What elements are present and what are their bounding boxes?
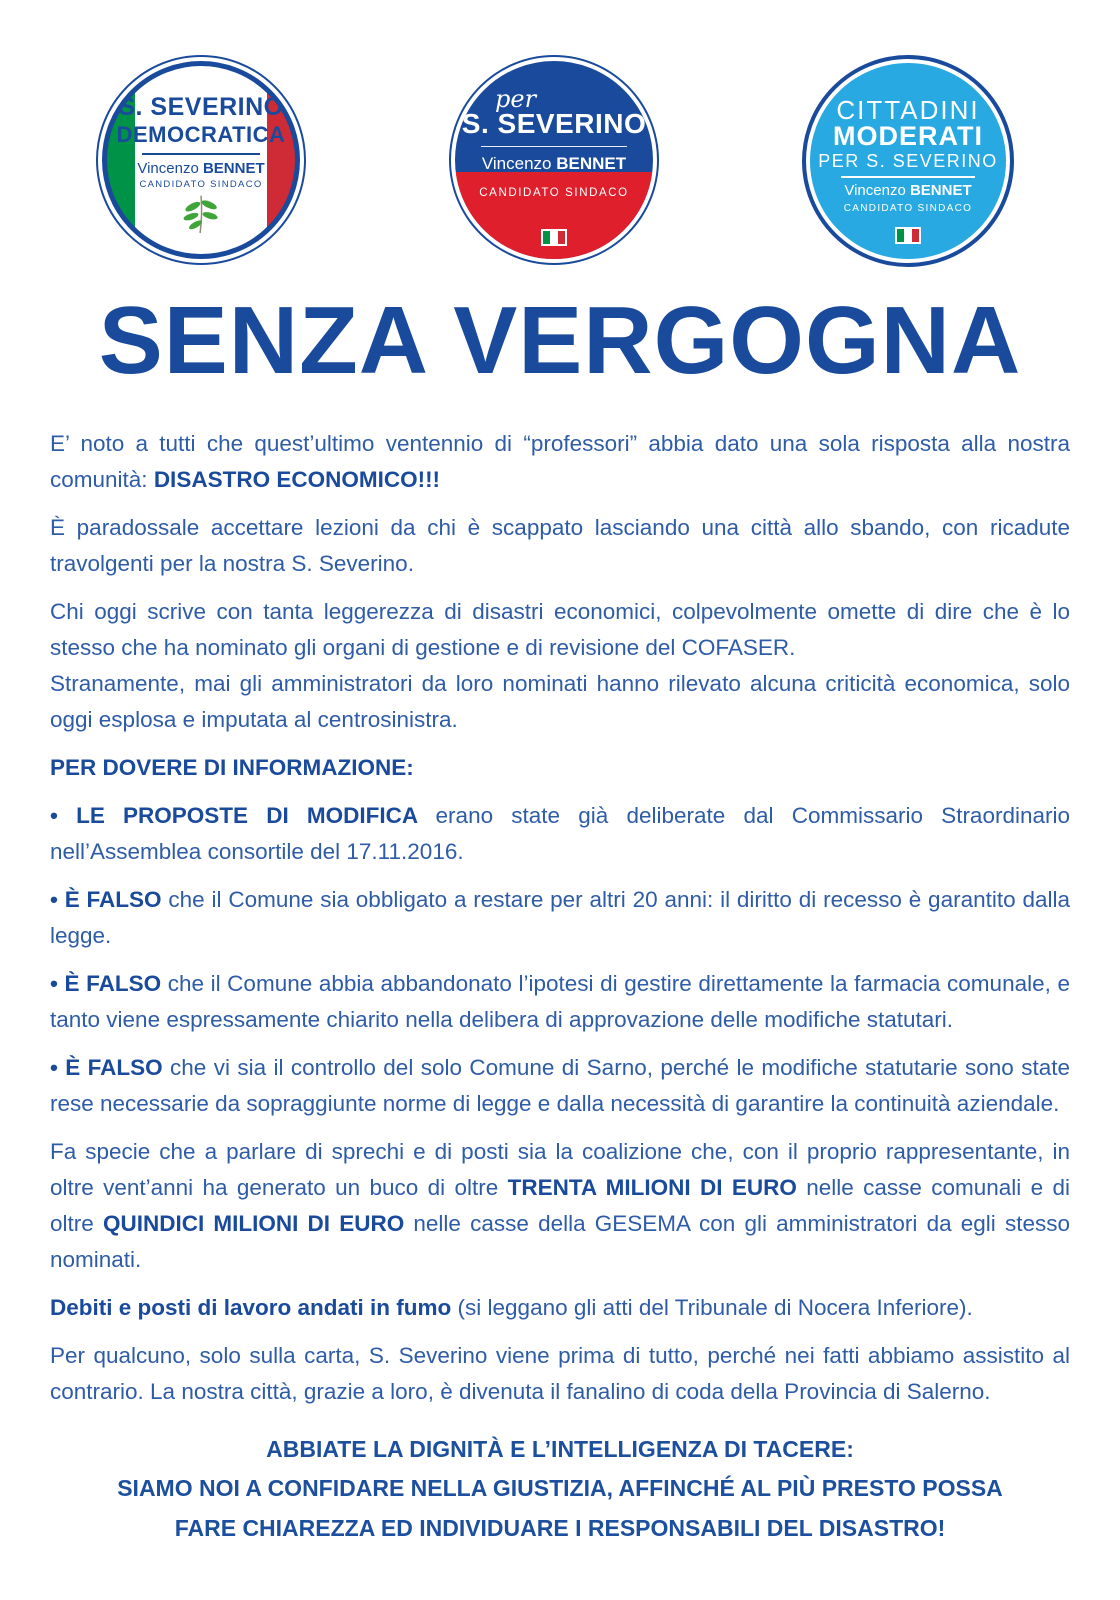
closing-line-2: SIAMO NOI A CONFIDARE NELLA GIUSTIZIA, AFFINCHÉ AL PIÙ PRESTO POSSA: [117, 1475, 1003, 1502]
closing-line-1: ABBIATE LA DIGNITÀ E L’INTELLIGENZA DI TACERE:: [266, 1435, 854, 1462]
text-segment: Chi oggi scrive con tanta leggerezza di disastri economici, colpevolmente omette di dire che è lo stesso che ha nominato gli organi di gestione e di revisione del COFASER.: [50, 598, 1070, 660]
text-segment: Debiti e posti di lavoro andati in fumo: [50, 1294, 458, 1320]
divider-line: [841, 176, 974, 178]
logos-row: [0, 0, 1120, 267]
page-title: SENZA VERGOGNA: [98, 287, 1022, 394]
logo3-candidate: [810, 182, 1006, 199]
logo3-title: CITTADINI: [836, 95, 980, 125]
candidate-first-name: Vincenzo: [137, 159, 199, 177]
logo1-role: CANDIDATO SINDACO: [139, 178, 263, 190]
candidate-first-name: Vincenzo: [481, 154, 552, 173]
text-segment: TRENTA MILIONI DI EURO: [507, 1174, 797, 1200]
text-segment: QUINDICI MILIONI DI EURO: [102, 1210, 405, 1236]
candidate-last-name: BENNET: [202, 159, 265, 177]
text-segment: che il Comune abbia abbandonato l’ipotesi di gestire direttamente la farmacia comunale, e tanto viene espressamente chiarito nella delibera di approvazione delle modifiche statutari.: [50, 970, 1070, 1032]
body-text: [0, 392, 1120, 1410]
logo3-tagline: PER S. SEVERINO: [818, 151, 998, 171]
logo1-tricolor-circle: [102, 61, 300, 259]
paragraph: [50, 1338, 1070, 1410]
text-segment: • È FALSO: [50, 1054, 171, 1080]
text-segment: erano state già deliberate dal Commissario Straordinario nell’Assemblea consortile del 17.11.2016.: [50, 802, 1071, 864]
logo1-title: S. SEVERINO: [118, 92, 284, 121]
paragraph: [50, 594, 1070, 666]
logo3-circle: [810, 63, 1006, 259]
logo-cittadini-moderati: [802, 55, 1014, 267]
divider-line: [481, 146, 628, 147]
text-segment: Fa specie che a parlare di sprechi e di posti sia la coalizione che, con il proprio rappresentante, in oltre vent’anni ha generato un buco di oltre: [50, 1138, 1070, 1200]
italy-flag-icon: [895, 227, 921, 244]
logo2-role: CANDIDATO SINDACO: [479, 187, 629, 199]
logo1-candidate: [137, 160, 264, 177]
olive-branch-icon: [181, 192, 221, 234]
text-segment: nelle casse comunali e di oltre: [50, 1174, 1070, 1236]
paragraph: [50, 966, 1070, 1038]
candidate-last-name: BENNET: [909, 182, 972, 199]
text-segment: Per qualcuno, solo sulla carta, S. Severino viene prima di tutto, perché nei fatti abbiamo assistito al contrario. La nostra città, grazie a loro, è divenuta il fanalino di coda della Provincia di Salerno.: [50, 1342, 1070, 1404]
logo3-subtitle: MODERATI: [833, 121, 983, 151]
text-segment: E’ noto a tutti che quest’ultimo ventennio di “professori” abbia dato una sola risposta alla nostra comunità:: [50, 430, 1070, 492]
candidate-last-name: BENNET: [556, 154, 627, 173]
paragraph: [50, 1050, 1070, 1122]
logo3-outer-ring: [802, 55, 1014, 267]
logo-per-s-severino: [449, 55, 659, 265]
logo2-outer-ring: [449, 55, 659, 265]
text-segment: • È FALSO: [50, 886, 169, 912]
paragraph: [50, 1290, 1070, 1326]
logo2-candidate: [455, 154, 653, 174]
paragraph: [50, 882, 1070, 954]
text-segment: È paradossale accettare lezioni da chi è scappato lasciando una città allo sbando, con ricadute travolgenti per la nostra S. Severino.: [50, 514, 1070, 576]
text-segment: • LE PROPOSTE DI MODIFICA: [50, 802, 436, 828]
text-segment: (si leggano gli atti del Tribunale di Nocera Inferiore).: [457, 1294, 973, 1320]
logo3-role: CANDIDATO SINDACO: [843, 203, 973, 214]
divider-line: [142, 153, 260, 155]
text-segment: • È FALSO: [50, 970, 168, 996]
logo2-circle: [451, 57, 657, 263]
paragraph: [50, 798, 1070, 870]
text-segment: DISASTRO ECONOMICO!!!: [153, 466, 441, 492]
candidate-first-name: Vincenzo: [844, 182, 906, 199]
logo1-outer-ring: [96, 55, 306, 265]
text-segment: Stranamente, mai gli amministratori da loro nominati hanno rilevato alcuna criticità economica, solo oggi esplosa e imputata al centrosinistra.: [50, 670, 1070, 732]
logo2-prefix: per: [495, 85, 537, 113]
paragraph: [50, 426, 1070, 498]
text-segment: che vi sia il controllo del solo Comune di Sarno, perché le modifiche statutarie sono state rese necessarie da sopraggiunte norme di legge e dalla necessità di garantire la continuità aziendale.: [50, 1054, 1070, 1116]
paragraph: [50, 510, 1070, 582]
logo2-title: S. SEVERINO: [461, 108, 647, 139]
text-segment: PER DOVERE DI INFORMAZIONE:: [50, 754, 414, 780]
paragraph: [50, 1134, 1070, 1278]
italy-flag-icon: [541, 229, 567, 246]
closing-statement: [0, 1430, 1120, 1549]
paragraph: [50, 750, 1070, 786]
paragraph: [50, 666, 1070, 738]
text-segment: che il Comune sia obbligato a restare per altri 20 anni: il diritto di recesso è garantito dalla legge.: [50, 886, 1070, 948]
closing-line-3: FARE CHIAREZZA ED INDIVIDUARE I RESPONSABILI DEL DISASTRO!: [174, 1514, 946, 1541]
text-segment: nelle casse della GESEMA con gli amministratori da egli stesso nominati.: [50, 1210, 1071, 1272]
logo1-subtitle: DEMOCRATICA: [116, 121, 286, 147]
logo-s-severino-democratica: [96, 55, 306, 265]
